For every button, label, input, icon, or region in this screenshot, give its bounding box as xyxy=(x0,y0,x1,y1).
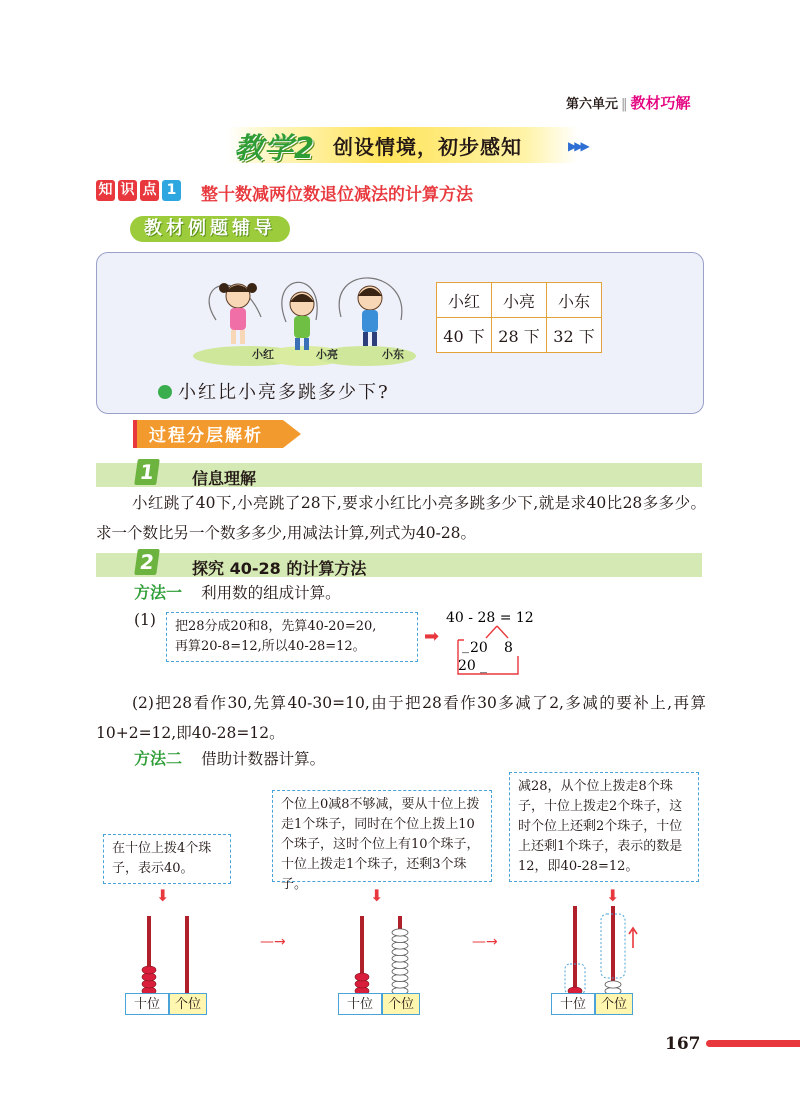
bullet-icon xyxy=(158,385,172,399)
decomposition-diagram xyxy=(440,604,580,684)
minus-sign: _ xyxy=(462,638,469,654)
down-arrow-icon: ⬇ xyxy=(156,886,170,905)
section-label: 教材巧解 xyxy=(630,94,691,112)
table-row xyxy=(437,283,602,318)
abacus-3 xyxy=(551,902,641,1004)
table-cell: 32 下 xyxy=(547,318,602,353)
down-arrow-icon: ⬇ xyxy=(606,886,620,905)
example-guide-label: 教材例题辅导 xyxy=(130,216,290,242)
abacus-note-2: 个位上0减8不够减，要从十位上拨走1个珠子，同时在个位上拨上10个珠子，这时个位上有10个珠子，十位上拨走1个珠子，还剩3个珠子。 xyxy=(272,790,492,882)
page-number-bar xyxy=(706,1040,800,1047)
down-arrow-icon: ⬇ xyxy=(370,886,384,905)
tens-bead xyxy=(355,973,369,981)
up-arrow-icon xyxy=(629,928,637,948)
page-header xyxy=(566,92,691,113)
table-cell: 小红 xyxy=(437,283,492,318)
method1-part2: (2)把28看作30,先算40-30=10,由于把28看作30多减了2,多减的要补上,再算10+2=12,即40-28=12。 xyxy=(96,694,706,742)
ones-bead xyxy=(605,981,621,988)
part1-number: (1) xyxy=(134,611,156,629)
tens-label: 十位 xyxy=(125,993,169,1015)
arrow-right-icon: —→ xyxy=(472,934,498,950)
method2-label: 方法二 xyxy=(134,749,183,768)
note-line: 再算20-8=12,所以40-28=12。 xyxy=(175,639,366,654)
page-number: 167 xyxy=(665,1034,701,1054)
ones-label: 个位 xyxy=(595,993,633,1015)
abacus-note-3: 减28，从个位上拨走8个珠子，十位上拨走2个珠子，这时个位上还剩2个珠子，十位上还剩1个珠子，表示的数是12，即40-28=12。 xyxy=(509,772,699,882)
table-cell: 28 下 xyxy=(492,318,547,353)
minus-sign: _ xyxy=(480,658,487,674)
knowledge-point-badge xyxy=(96,180,181,201)
badge-char: 识 xyxy=(118,180,137,201)
abacus-2-labels xyxy=(338,993,420,1015)
ones-rod xyxy=(185,916,189,996)
unit-label: 第六单元 xyxy=(566,97,619,112)
method1-text: 利用数的组成计算。 xyxy=(201,584,341,602)
method2-text: 借助计数器计算。 xyxy=(201,750,326,768)
step2-number: 2 xyxy=(134,549,160,575)
method1-label: 方法一 xyxy=(134,583,183,602)
abacus-3-labels xyxy=(551,993,633,1015)
kid-label: 小红 xyxy=(252,348,274,361)
method1-heading xyxy=(134,580,341,603)
split-b: 8 xyxy=(504,640,513,656)
example-question xyxy=(158,378,390,404)
kid-label: 小东 xyxy=(382,348,404,361)
ones-label: 个位 xyxy=(382,993,420,1015)
process-label-banner xyxy=(133,418,305,450)
method1-note xyxy=(166,612,418,662)
step1-title: 信息理解 xyxy=(192,469,257,488)
arrow-right-icon: ➡ xyxy=(424,626,440,647)
step1-bar xyxy=(96,463,702,487)
split-a: 20 xyxy=(470,640,488,656)
table-cell: 40 下 xyxy=(437,318,492,353)
badge-number: 1 xyxy=(162,180,181,201)
tens-rod xyxy=(573,906,577,996)
abacus-note-1: 在十位上拨4个珠子，表示40。 xyxy=(103,834,231,884)
kid-xiaodong xyxy=(358,286,382,346)
method2-heading xyxy=(134,746,325,769)
ones-bead xyxy=(392,929,408,936)
lesson-title: 创设情境，初步感知 xyxy=(333,135,522,159)
step2-title: 探究 40-28 的计算方法 xyxy=(192,559,367,578)
ones-label: 个位 xyxy=(169,993,207,1015)
tens-label: 十位 xyxy=(338,993,382,1015)
process-label: 过程分层解析 xyxy=(149,426,263,446)
rope-skipping-illustration xyxy=(186,262,426,370)
table-row xyxy=(437,318,602,353)
arrows-icon: ▶▶▶ xyxy=(568,139,587,153)
abacus-1-labels xyxy=(125,993,207,1015)
badge-char: 知 xyxy=(96,180,115,201)
table-cell: 小亮 xyxy=(492,283,547,318)
header-separator: ‖ xyxy=(621,97,628,112)
question-text: 小红比小亮多跳多少下? xyxy=(178,382,390,403)
equation: 40 - 28 = 12 xyxy=(446,610,534,626)
kid-label: 小亮 xyxy=(316,348,338,361)
jump-count-table xyxy=(436,282,602,353)
badge-char: 点 xyxy=(140,180,159,201)
kid-xiaohong xyxy=(219,283,257,344)
result-value: 20 xyxy=(458,658,476,674)
note-line: 把28分成20和8，先算40-20=20, xyxy=(175,619,377,634)
step2-bar xyxy=(96,553,702,577)
lesson-number: 教学2 xyxy=(234,131,316,165)
tens-label: 十位 xyxy=(551,993,595,1015)
table-cell: 小东 xyxy=(547,283,602,318)
step1-text: 小红跳了40下,小亮跳了28下,要求小红比小亮多跳多少下,就是求40比28多多少。求一个数比另一个数多多少,用减法计算,列式为40-28。 xyxy=(96,494,706,542)
knowledge-point-title: 整十数减两位数退位减法的计算方法 xyxy=(201,185,473,205)
arrow-right-icon: —→ xyxy=(260,934,286,950)
kid-xiaoliang xyxy=(290,292,314,350)
step1-number: 1 xyxy=(134,459,160,485)
tens-bead xyxy=(142,966,156,974)
split-lines xyxy=(486,626,508,638)
